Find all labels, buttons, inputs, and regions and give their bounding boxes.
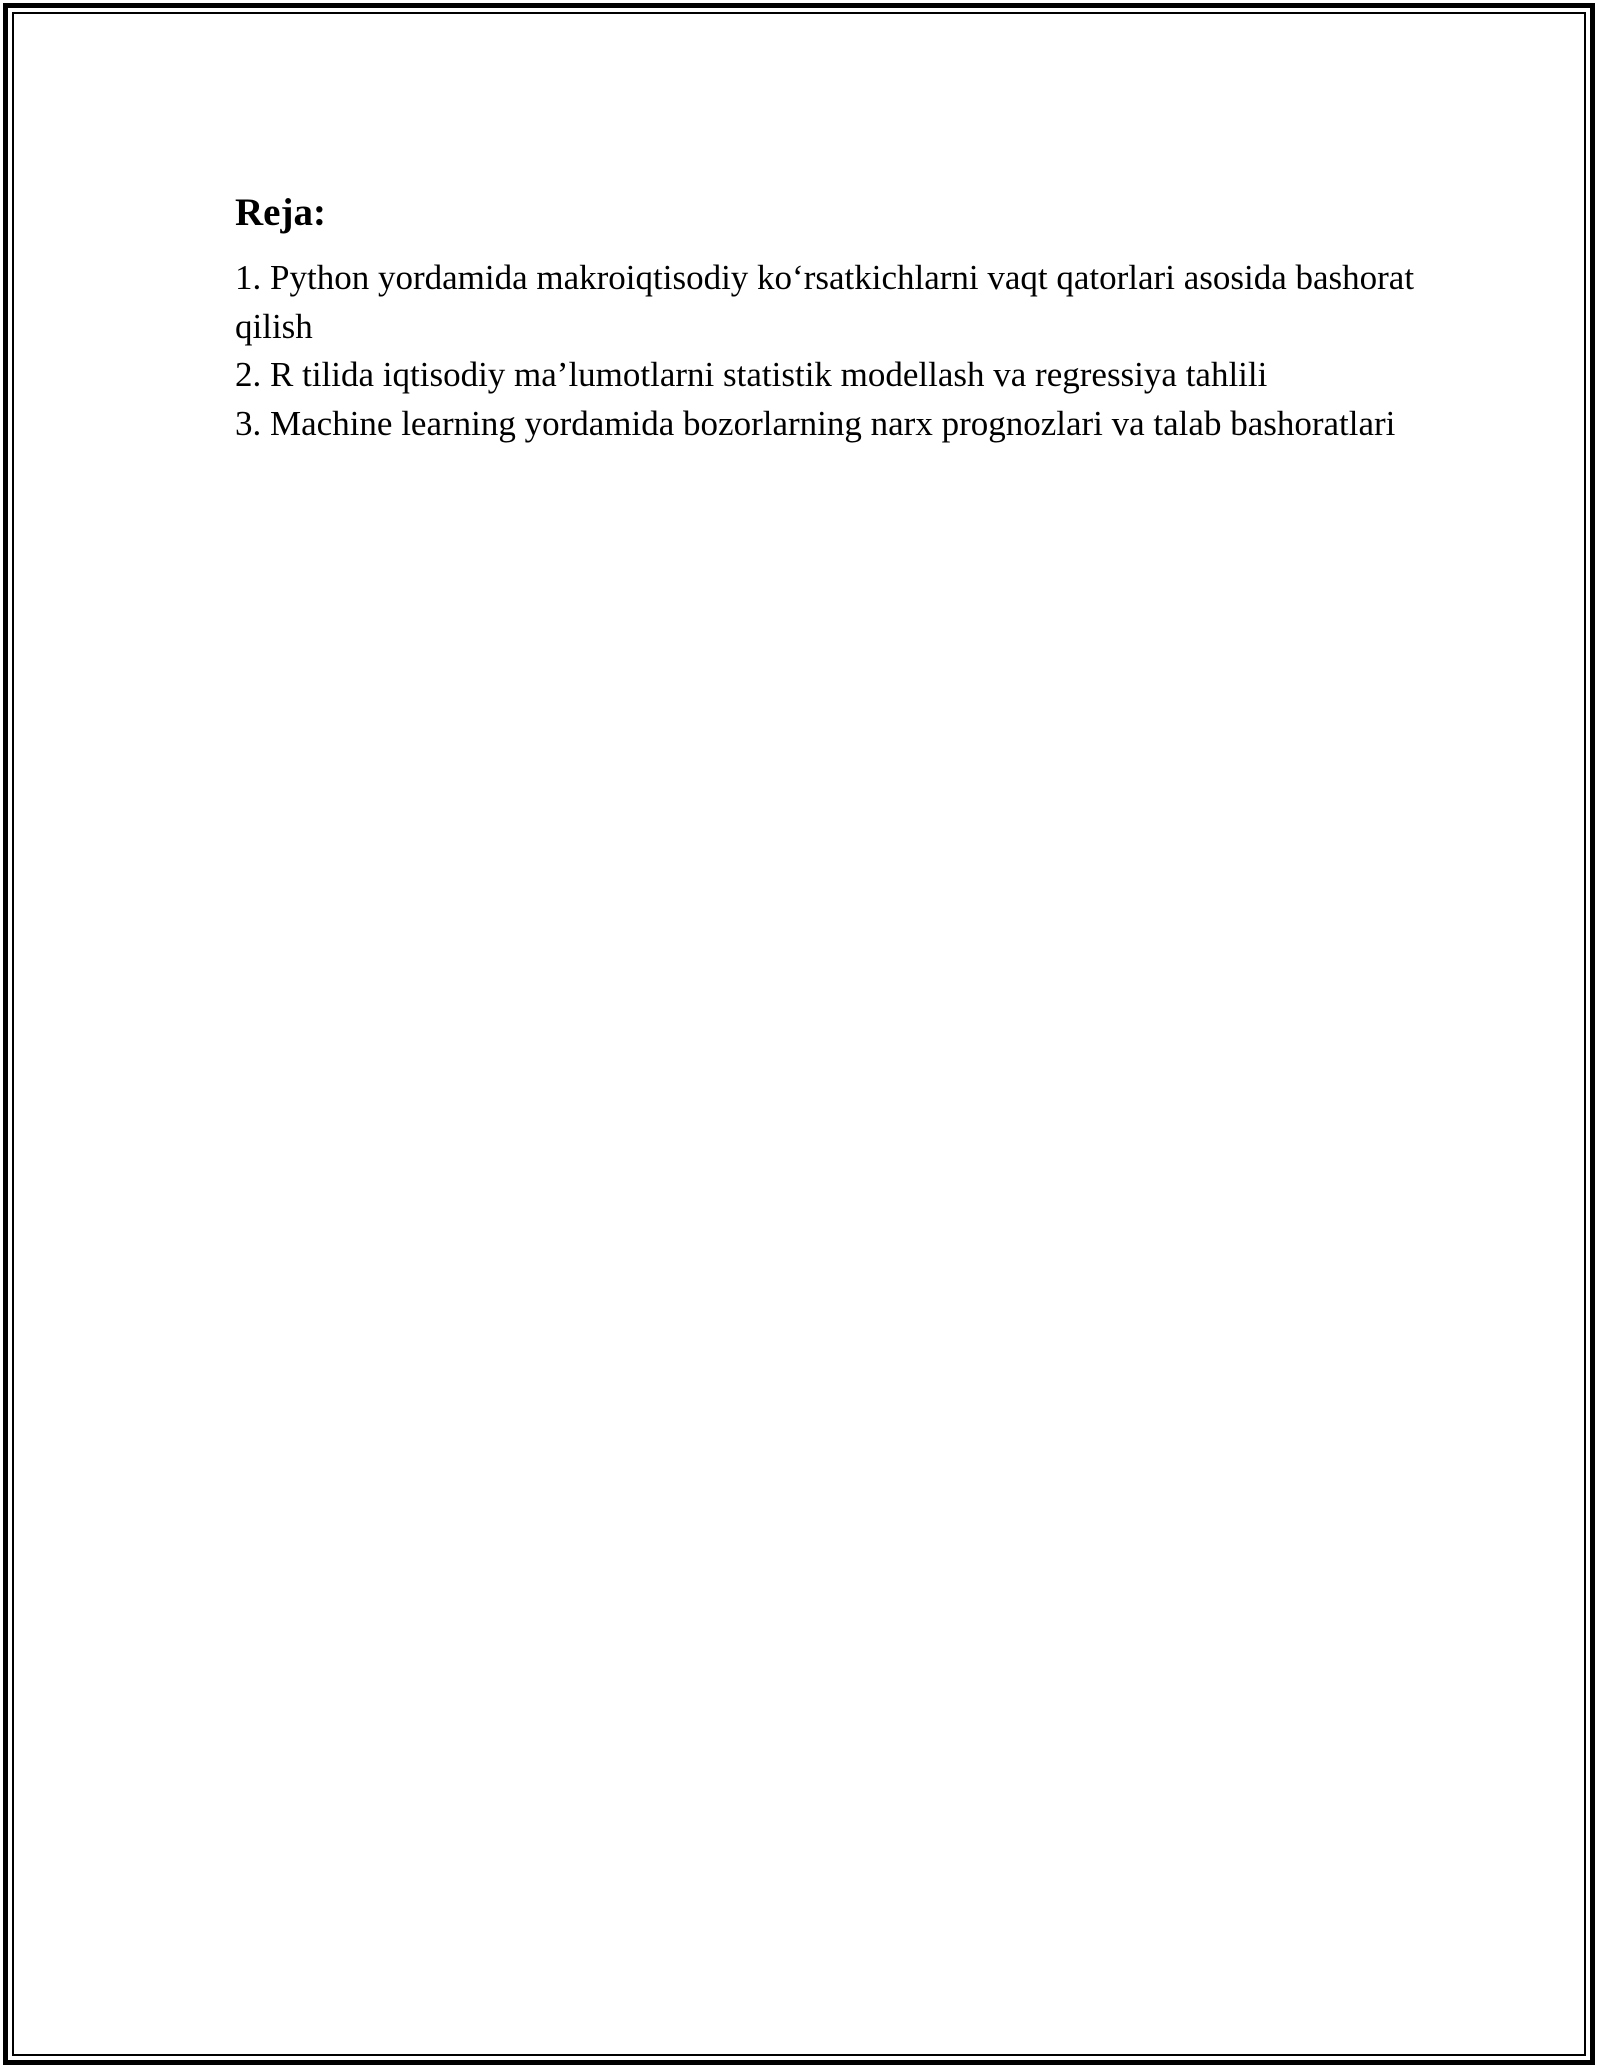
plan-title: Reja: [235, 191, 326, 234]
plan-item-2: 2. R tilida iqtisodiy ma’lumotlarni statistik modellash va regressiya tahlili [235, 355, 1268, 394]
plan-item-1: 1. Python yordamida makroiqtisodiy ko‘rsatkichlarni vaqt qatorlari asosida bashorat qilish [235, 258, 1415, 346]
page-content [235, 188, 1415, 448]
plan-list [235, 254, 1415, 448]
plan-item-3: 3. Machine learning yordamida bozorlarning narx prognozlari va talab bashoratlari [235, 403, 1396, 443]
